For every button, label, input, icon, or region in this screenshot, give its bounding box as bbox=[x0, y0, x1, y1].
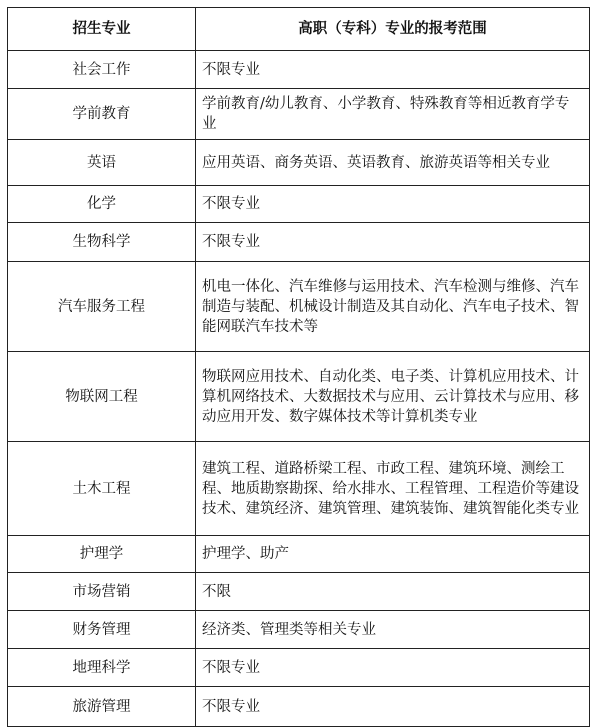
major-cell: 汽车服务工程 bbox=[8, 262, 196, 352]
table-row bbox=[8, 89, 590, 140]
table-row bbox=[8, 536, 590, 573]
header-major: 招生专业 bbox=[8, 8, 196, 51]
major-cell: 化学 bbox=[8, 186, 196, 223]
range-cell: 护理学、助产 bbox=[196, 536, 590, 573]
header-range: 高职（专科）专业的报考范围 bbox=[196, 8, 590, 51]
table-row bbox=[8, 611, 590, 649]
major-cell: 英语 bbox=[8, 140, 196, 186]
range-cell: 经济类、管理类等相关专业 bbox=[196, 611, 590, 649]
major-cell: 市场营销 bbox=[8, 573, 196, 611]
major-cell: 地理科学 bbox=[8, 649, 196, 687]
range-cell: 不限专业 bbox=[196, 186, 590, 223]
major-cell: 土木工程 bbox=[8, 442, 196, 536]
table-row bbox=[8, 442, 590, 536]
table-row bbox=[8, 352, 590, 442]
major-cell: 学前教育 bbox=[8, 89, 196, 140]
table-row bbox=[8, 687, 590, 727]
major-cell: 社会工作 bbox=[8, 51, 196, 89]
range-cell: 不限专业 bbox=[196, 51, 590, 89]
major-cell: 旅游管理 bbox=[8, 687, 196, 727]
admission-majors-table bbox=[7, 7, 590, 727]
major-cell: 护理学 bbox=[8, 536, 196, 573]
range-cell: 物联网应用技术、自动化类、电子类、计算机应用技术、计算机网络技术、大数据技术与应用、云计算技术与应用、移动应用开发、数字媒体技术等计算机类专业 bbox=[196, 352, 590, 442]
range-cell: 不限专业 bbox=[196, 223, 590, 262]
table-header-row bbox=[8, 8, 590, 51]
table-row bbox=[8, 573, 590, 611]
range-cell: 学前教育/幼儿教育、小学教育、特殊教育等相近教育学专业 bbox=[196, 89, 590, 140]
table-row bbox=[8, 140, 590, 186]
range-cell: 应用英语、商务英语、英语教育、旅游英语等相关专业 bbox=[196, 140, 590, 186]
range-cell: 机电一体化、汽车维修与运用技术、汽车检测与维修、汽车制造与装配、机械设计制造及其自动化、汽车电子技术、智能网联汽车技术等 bbox=[196, 262, 590, 352]
range-cell: 不限专业 bbox=[196, 649, 590, 687]
major-cell: 生物科学 bbox=[8, 223, 196, 262]
major-cell: 财务管理 bbox=[8, 611, 196, 649]
table-row bbox=[8, 649, 590, 687]
range-cell: 不限 bbox=[196, 573, 590, 611]
table-row bbox=[8, 223, 590, 262]
table-row bbox=[8, 51, 590, 89]
table-row bbox=[8, 186, 590, 223]
range-cell: 建筑工程、道路桥梁工程、市政工程、建筑环境、测绘工程、地质勘察勘探、给水排水、工程管理、工程造价等建设技术、建筑经济、建筑管理、建筑装饰、建筑智能化类专业 bbox=[196, 442, 590, 536]
range-cell: 不限专业 bbox=[196, 687, 590, 727]
major-cell: 物联网工程 bbox=[8, 352, 196, 442]
table-row bbox=[8, 262, 590, 352]
